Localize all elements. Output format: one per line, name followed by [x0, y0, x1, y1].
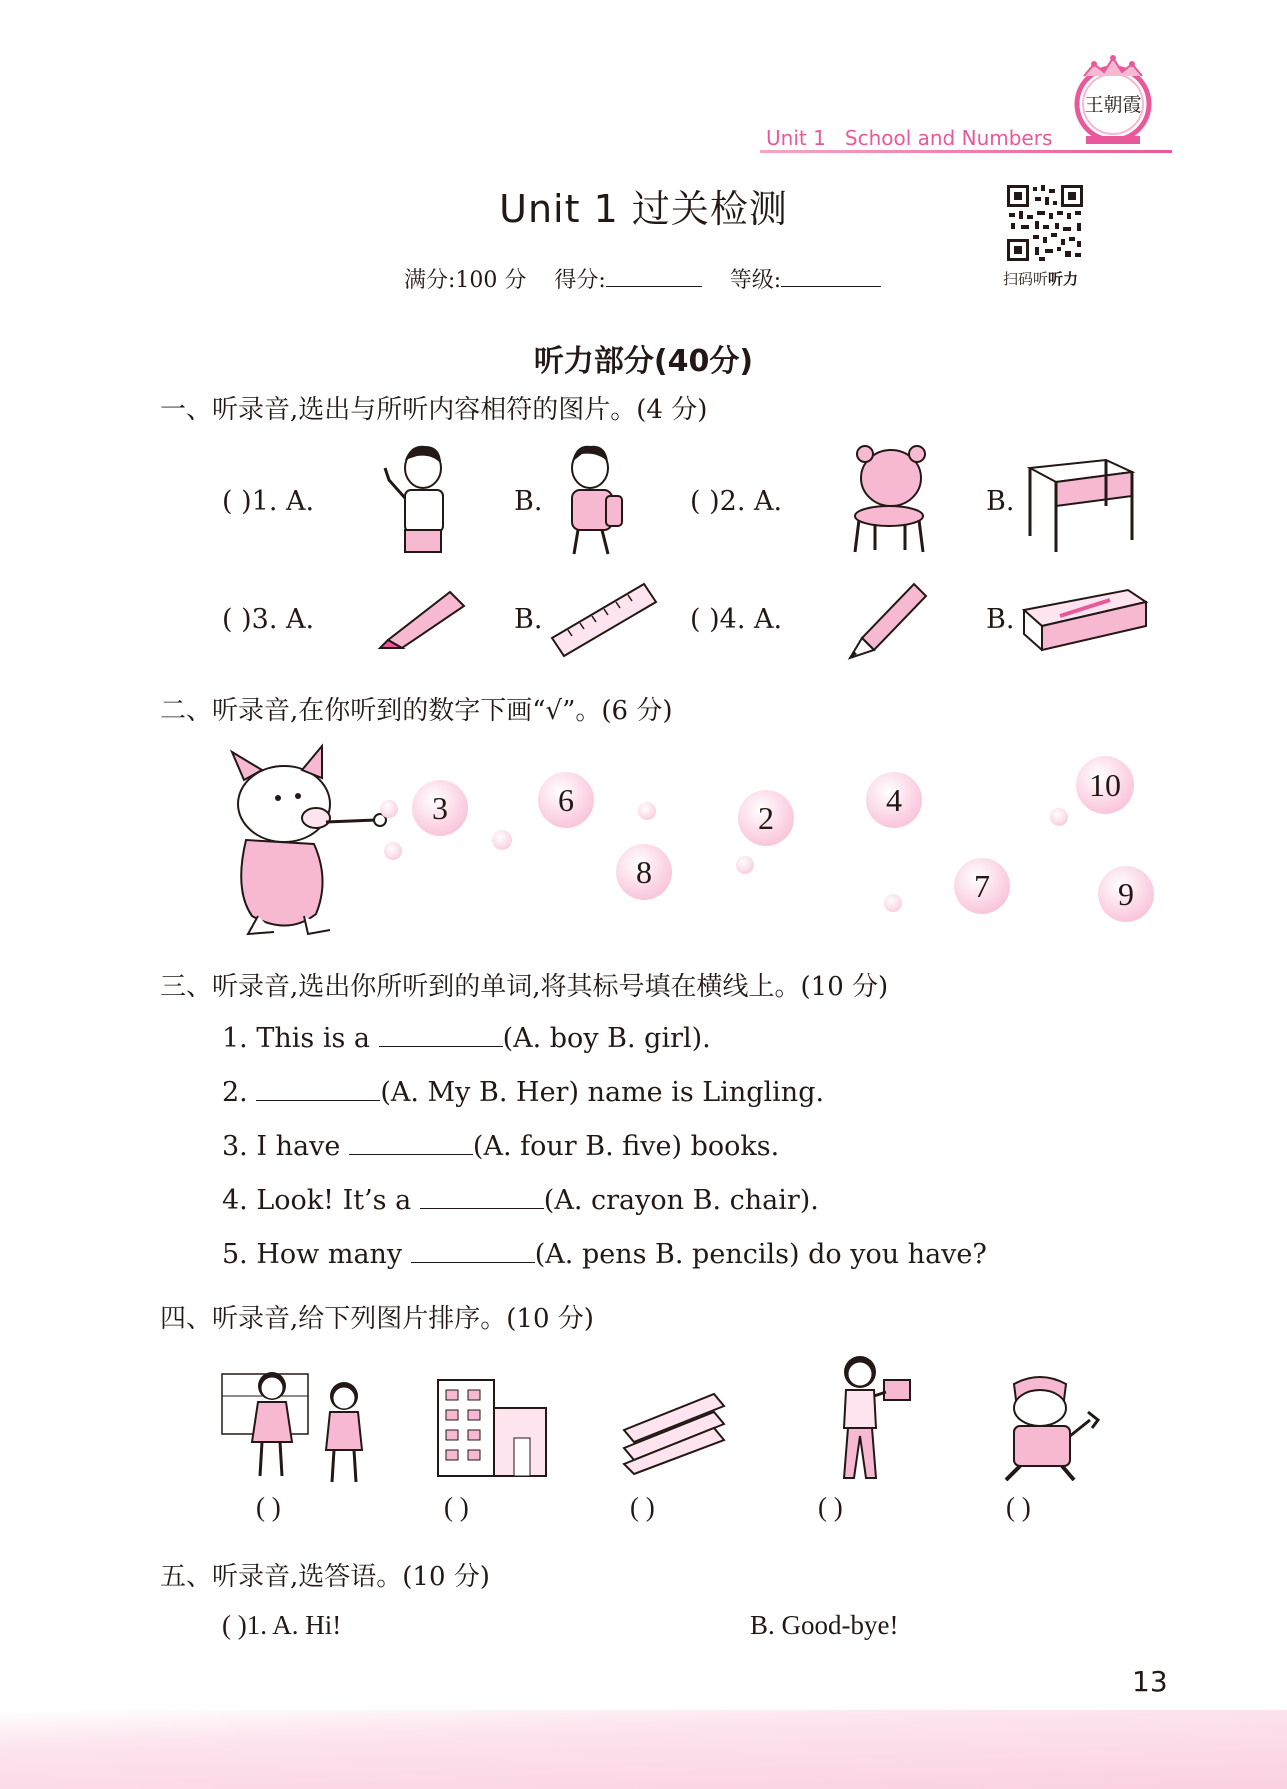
- girl-standing-picture: [824, 1352, 924, 1486]
- desk-picture: [1026, 456, 1136, 556]
- chair-picture: [845, 444, 935, 556]
- s3-sentence-5-blank[interactable]: [411, 1238, 535, 1263]
- crayon-picture: [378, 584, 470, 650]
- s3-sentence-5-post: (A. pens B. pencils) do you have?: [534, 1239, 987, 1270]
- robot-picture: [1000, 1370, 1106, 1484]
- s1-q3-number[interactable]: ( )3. A.: [222, 604, 315, 635]
- s1-q4-number[interactable]: ( )4. A.: [690, 604, 783, 635]
- s1-q4-b-label: B.: [986, 604, 1015, 635]
- page-number: 13: [1132, 1665, 1168, 1698]
- s3-sentence-4-post: (A. crayon B. chair).: [543, 1185, 819, 1216]
- brand-logo: [1072, 54, 1154, 146]
- s3-sentence-3: [222, 1130, 779, 1162]
- number-bubble-3[interactable]: 3: [412, 780, 468, 836]
- s3-sentence-2-post: (A. My B. Her) name is Lingling.: [380, 1077, 825, 1108]
- s3-sentence-4-blank[interactable]: [420, 1184, 544, 1209]
- s3-sentence-4-pre: 4. Look! It’s a: [222, 1185, 420, 1216]
- number-bubble-8[interactable]: 8: [616, 844, 672, 900]
- school-building-picture: [434, 1374, 550, 1484]
- section-4-heading: 四、听录音,给下列图片排序。(10 分): [160, 1304, 594, 1334]
- pencil-case-picture: [1020, 586, 1150, 656]
- section-1-heading: 一、听录音,选出与所听内容相符的图片。(4 分): [160, 395, 708, 425]
- two-girls-picture: [220, 1366, 390, 1488]
- small-bubble: [884, 894, 902, 912]
- score-line: [404, 262, 881, 294]
- running-header: [766, 126, 1052, 150]
- full-score: 满分:100 分: [404, 268, 527, 293]
- qr-code-icon[interactable]: [1005, 183, 1085, 263]
- boy-teacher-picture: [375, 440, 455, 558]
- pencil-picture: [846, 576, 930, 660]
- s4-answer-5[interactable]: ( ): [1006, 1492, 1031, 1522]
- s1-q1-b-label: B.: [514, 486, 543, 517]
- s3-sentence-5: [222, 1238, 987, 1270]
- section-5-heading: 五、听录音,选答语。(10 分): [160, 1562, 490, 1592]
- grade-blank[interactable]: [781, 262, 881, 287]
- number-bubble-7[interactable]: 7: [954, 858, 1010, 914]
- s3-sentence-3-post: (A. four B. five) books.: [472, 1131, 780, 1162]
- qr-caption-bold: 听力: [1048, 270, 1079, 288]
- number-bubble-10[interactable]: 10: [1076, 756, 1134, 814]
- part-title: 听力部分(40分): [533, 344, 754, 379]
- header-unit-label: Unit 1: [766, 126, 826, 150]
- s3-sentence-1-blank[interactable]: [379, 1022, 503, 1047]
- boy-schoolbag-picture: [552, 440, 632, 558]
- s3-sentence-3-blank[interactable]: [349, 1130, 473, 1155]
- logo-text: 王朝霞: [1084, 94, 1142, 116]
- qr-caption-text: 扫码听: [1003, 270, 1049, 288]
- grade-label: 等级:: [729, 268, 782, 293]
- section-3-heading: 三、听录音,选出你所听到的单词,将其标号填在横线上。(10 分): [160, 972, 889, 1002]
- number-bubble-9[interactable]: 9: [1098, 866, 1154, 922]
- s4-answer-2[interactable]: ( ): [444, 1492, 469, 1522]
- s3-sentence-4: [222, 1184, 819, 1216]
- small-bubble: [1050, 808, 1068, 826]
- number-bubble-4[interactable]: 4: [866, 772, 922, 828]
- s1-q2-b-label: B.: [986, 486, 1015, 517]
- got-score-label: 得分:: [554, 268, 606, 293]
- s3-sentence-5-pre: 5. How many: [222, 1239, 411, 1270]
- s3-sentence-3-pre: 3. I have: [222, 1131, 349, 1162]
- footer-band: [0, 1710, 1287, 1789]
- s5-q1[interactable]: ( )1. A. Hi!: [222, 1610, 342, 1640]
- small-bubble: [384, 842, 402, 860]
- small-bubble: [492, 830, 512, 850]
- number-bubble-2[interactable]: 2: [738, 790, 794, 846]
- qr-caption: [1003, 268, 1078, 289]
- s1-q3-b-label: B.: [514, 604, 543, 635]
- rulers-picture: [620, 1390, 732, 1474]
- number-bubble-6[interactable]: 6: [538, 772, 594, 828]
- s3-sentence-2-blank[interactable]: [256, 1076, 380, 1101]
- s4-answer-4[interactable]: ( ): [818, 1492, 843, 1522]
- ruler-picture: [548, 580, 658, 660]
- section-2-heading: 二、听录音,在你听到的数字下画“√”。(6 分): [160, 696, 673, 726]
- s3-sentence-1: [222, 1022, 711, 1054]
- s3-sentence-2: [222, 1076, 824, 1108]
- small-bubble: [736, 856, 754, 874]
- s3-sentence-1-pre: 1. This is a: [222, 1023, 379, 1054]
- s1-q1-number[interactable]: ( )1. A.: [222, 486, 315, 517]
- s5-q1-option-b[interactable]: B. Good-bye!: [750, 1610, 899, 1640]
- s4-answer-3[interactable]: ( ): [630, 1492, 655, 1522]
- header-unit-name: School and Numbers: [844, 126, 1053, 150]
- s1-q2-number[interactable]: ( )2. A.: [690, 486, 783, 517]
- s3-sentence-2-pre: 2.: [222, 1077, 257, 1108]
- small-bubble: [380, 800, 398, 818]
- header-rule: [760, 150, 1172, 153]
- page-title: Unit 1 过关检测: [499, 187, 788, 231]
- got-score-blank[interactable]: [606, 262, 702, 287]
- small-bubble: [638, 802, 656, 820]
- pig-blowing-bubbles-picture: [218, 740, 394, 940]
- s4-answer-1[interactable]: ( ): [256, 1492, 281, 1522]
- s3-sentence-1-post: (A. boy B. girl).: [502, 1023, 711, 1054]
